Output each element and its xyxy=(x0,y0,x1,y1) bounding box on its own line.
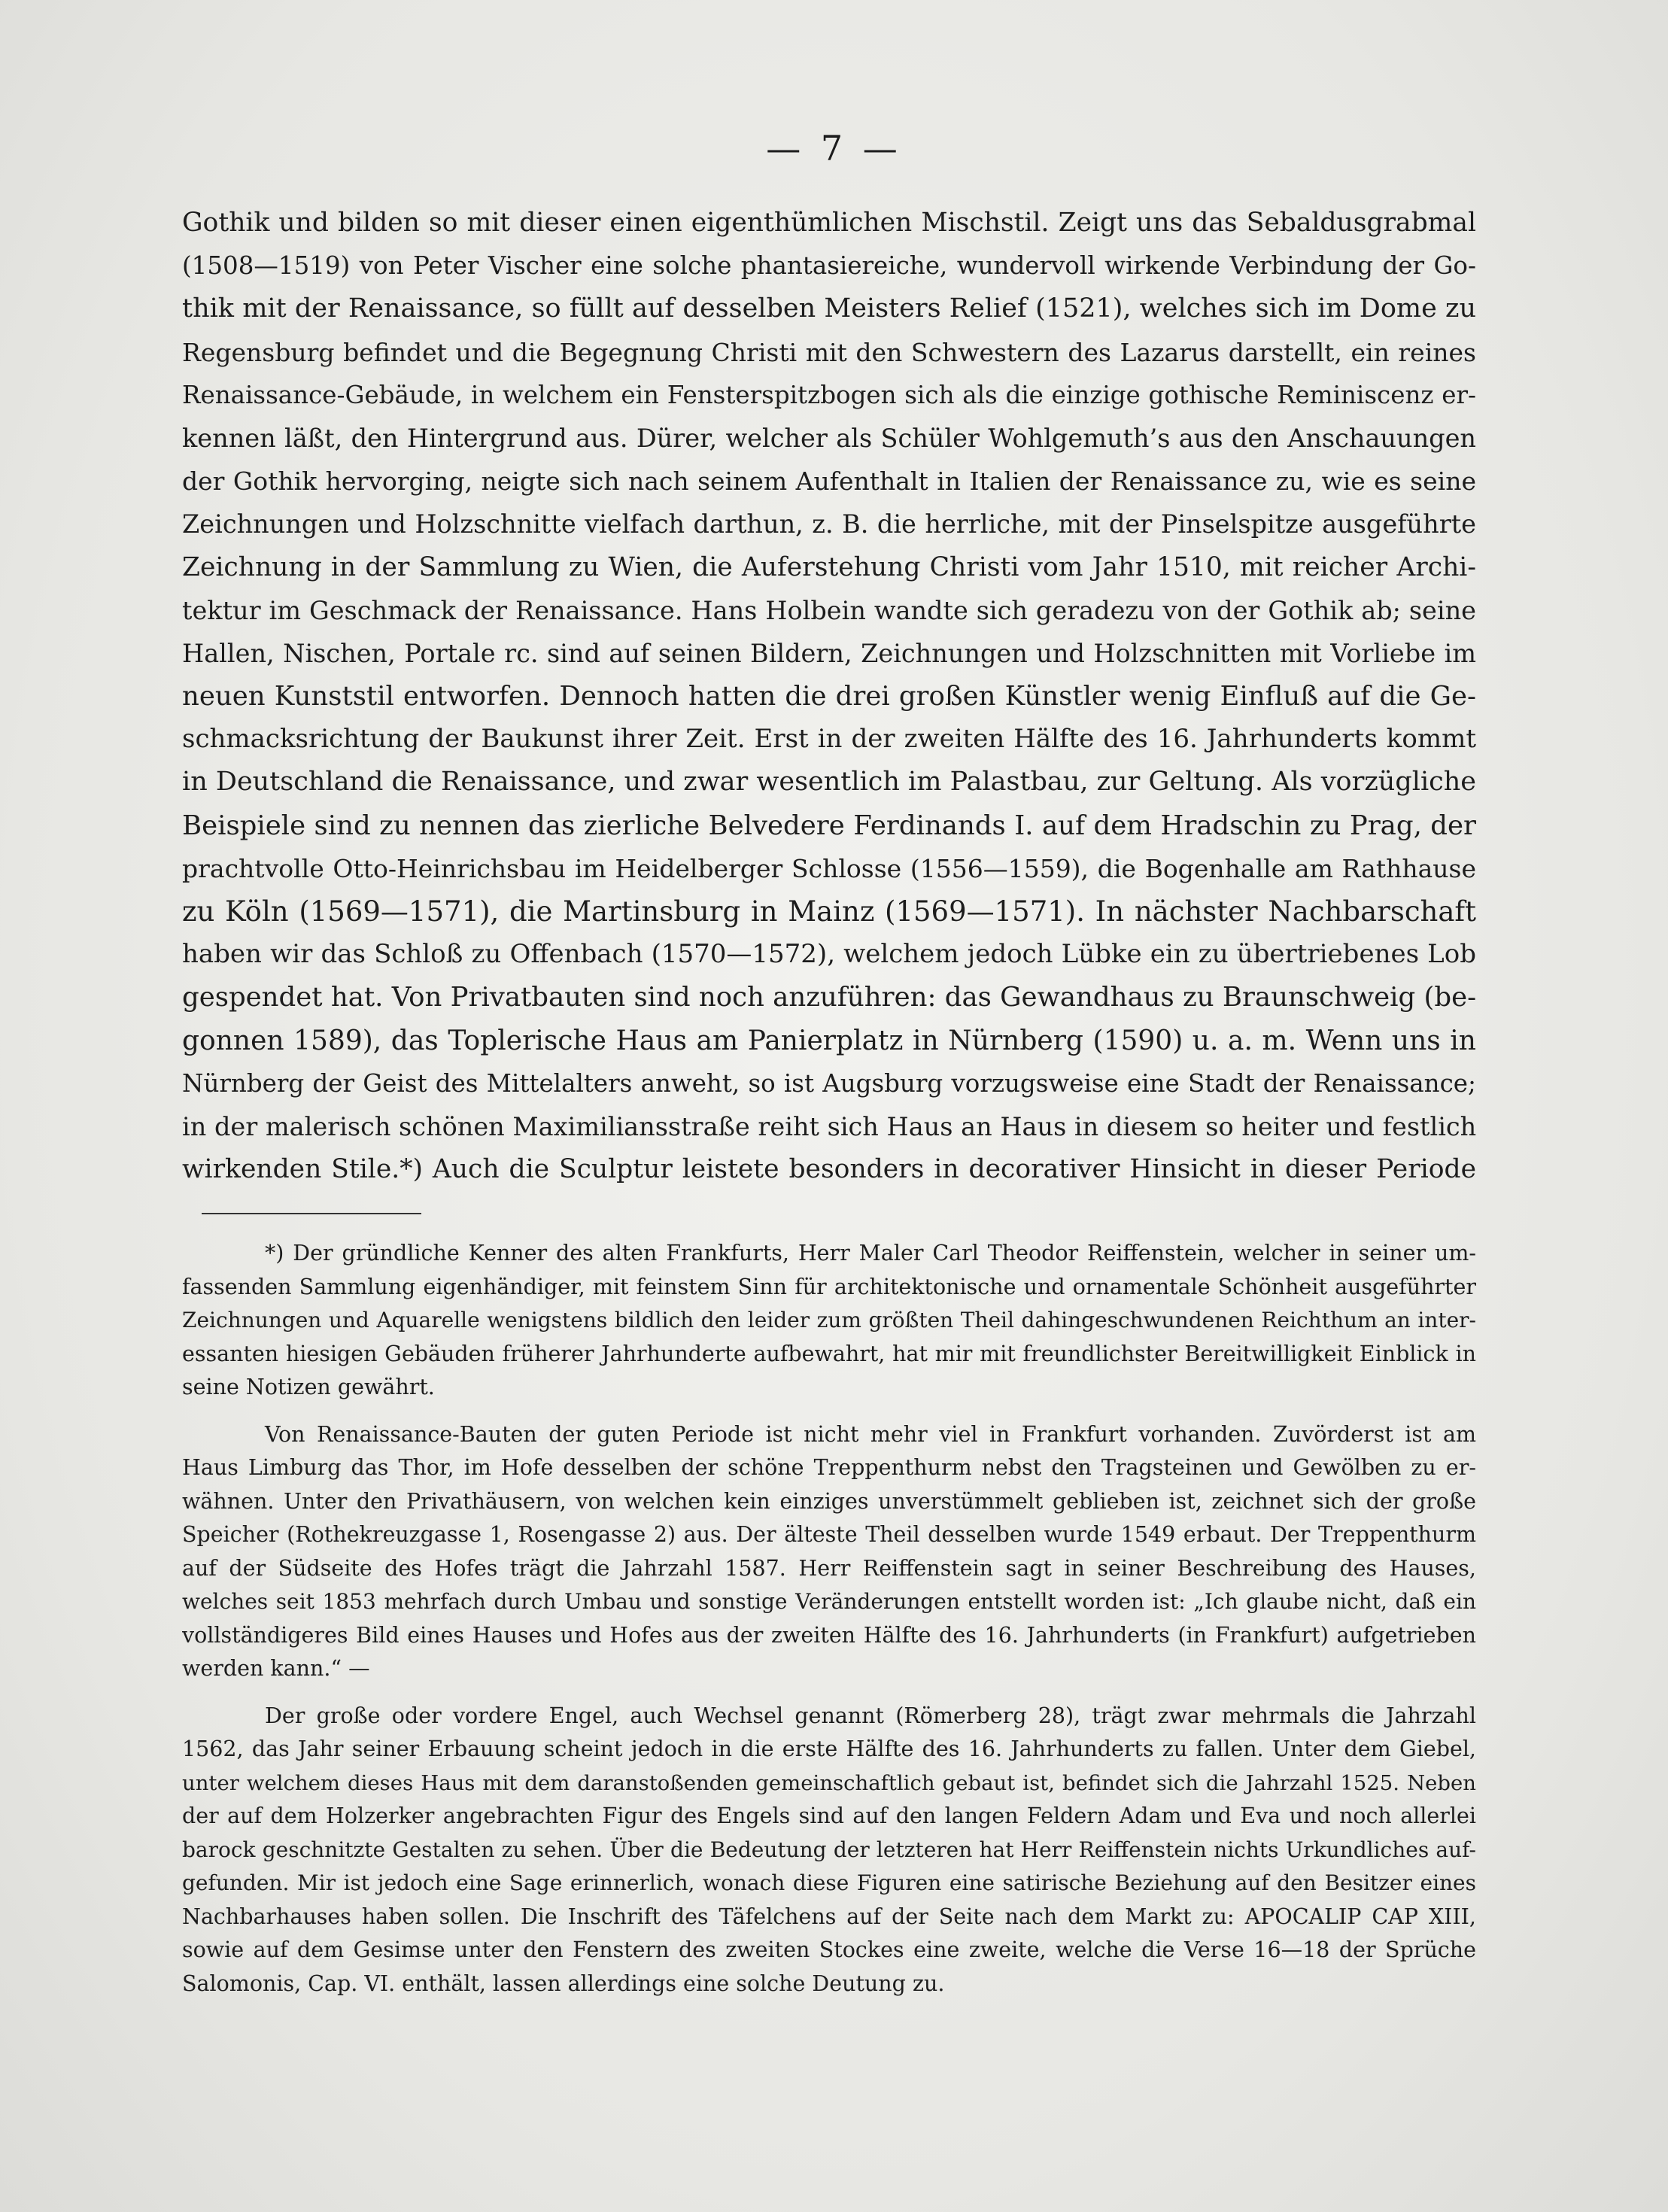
footnote-line: *) Der gründliche Kenner des alten Frankfurts, Herr Maler Carl Theodor Reiffenstein, welcher in seiner um- xyxy=(265,1241,1476,1266)
footnote-paragraph xyxy=(182,1418,1476,1686)
main-text-line: Zeichnung in der Sammlung zu Wien, die Auferstehung Christi vom Jahr 1510, mit reicher Archi- xyxy=(182,551,1476,582)
footnote-line: Haus Limburg das Thor, im Hofe desselben der schöne Treppenthurm nebst den Tragsteinen und Gewölben zu er- xyxy=(182,1455,1476,1480)
footnote-line: Der große oder vordere Engel, auch Wechsel genannt (Römerberg 28), trägt zwar mehrmals die Jahrzahl xyxy=(265,1703,1476,1728)
main-text-line: haben wir das Schloß zu Offenbach (1570—1572), welchem jedoch Lübke ein zu übertriebenes Lob xyxy=(182,939,1476,970)
footnote-line: barock geschnitzte Gestalten zu sehen. Über die Bedeutung der letzteren hat Herr Reiffenstein nichts Urkundliches auf- xyxy=(182,1837,1476,1862)
footnote-line: unter welchem dieses Haus mit dem daranstoßenden gemeinschaftlich gebaut ist, befindet sich die Jahrzahl 1525. Neben xyxy=(182,1770,1476,1795)
footnote-line: Von Renaissance-Bauten der guten Periode ist nicht mehr viel in Frankfurt vorhanden. Zuvörderst ist am xyxy=(265,1421,1476,1447)
main-text-line: neuen Kunststil entworfen. Dennoch hatten die drei großen Künstler wenig Einfluß auf die Ge- xyxy=(182,681,1476,713)
main-text-line: gonnen 1589), das Toplerische Haus am Panierplatz in Nürnberg (1590) u. a. m. Wenn uns in xyxy=(182,1025,1476,1056)
footnote-line: der auf dem Holzerker angebrachten Figur des Engels sind auf den langen Feldern Adam und Eva und noch allerlei xyxy=(182,1803,1476,1828)
page-number: — 7 — xyxy=(766,128,902,169)
footnote-line: Speicher (Rothekreuzgasse 1, Rosengasse 2) aus. Der älteste Theil desselben wurde 1549 erbaut. Der Treppenthurm xyxy=(182,1522,1476,1547)
footnote-paragraph xyxy=(182,1700,1476,2001)
footnote-line: wähnen. Unter den Privathäusern, von welchen kein einziges unverstümmelt geblieben ist, zeichnet sich der große xyxy=(182,1488,1476,1514)
main-text-line: tektur im Geschmack der Renaissance. Hans Holbein wandte sich geradezu von der Gothik ab; seine xyxy=(182,595,1476,625)
footnote-line: welches seit 1853 mehrfach durch Umbau und sonstige Veränderungen entstellt worden ist: „Ich glaube nicht, daß ein xyxy=(182,1589,1476,1614)
main-text-line: (1508—1519) von Peter Vischer eine solche phantasiereiche, wundervoll wirkende Verbindung der Go- xyxy=(182,251,1476,281)
footnote-line: fassenden Sammlung eigenhändiger, mit feinstem Sinn für architektonische und ornamentale Schönheit ausgeführter xyxy=(182,1274,1476,1299)
main-text-line: der Gothik hervorging, neigte sich nach seinem Aufenthalt in Italien der Renaissance zu, wie es seine xyxy=(182,466,1476,497)
main-text-line: Hallen, Nischen, Portale rc. sind auf seinen Bildern, Zeichnungen und Holzschnitten mit Vorliebe im xyxy=(182,638,1476,668)
main-text xyxy=(182,202,1476,1191)
footnote-line: Zeichnungen und Aquarelle wenigstens bildlich den leider zum größten Theil dahingeschwundenen Reichthum an inter- xyxy=(182,1308,1476,1332)
footnote-paragraph xyxy=(182,1237,1476,1405)
main-text-line: Beispiele sind zu nennen das zierliche Belvedere Ferdinands I. auf dem Hradschin zu Prag, der xyxy=(182,810,1476,841)
footnote-line: Nachbarhauses haben sollen. Die Inschrift des Täfelchens auf der Seite nach dem Markt zu: APOCALIP CAP XIII, xyxy=(182,1904,1476,1929)
footnote-line: sowie auf dem Gesimse unter den Fenstern des zweiten Stockes eine zweite, welche die Verse 16—18 der Sprüche xyxy=(182,1937,1476,1962)
main-text-line: in der malerisch schönen Maximiliansstraße reiht sich Haus an Haus in diesem so heiter und festlich xyxy=(182,1111,1476,1141)
main-text-line: Gothik und bilden so mit dieser einen eigenthümlichen Mischstil. Zeigt uns das Sebaldusgrabmal xyxy=(182,208,1476,238)
main-text-line: in Deutschland die Renaissance, und zwar wesentlich im Palastbau, zur Geltung. Als vorzügliche xyxy=(182,767,1476,798)
main-text-line: thik mit der Renaissance, so füllt auf desselben Meisters Relief (1521), welches sich im Dome zu xyxy=(182,293,1476,324)
main-text-line: Zeichnungen und Holzschnitte vielfach darthun, z. B. die herrliche, mit der Pinselspitze ausgeführte xyxy=(182,509,1476,539)
footnote-line: werden kann.“ — xyxy=(182,1656,370,1681)
main-text-line: Renaissance-Gebäude, in welchem ein Fensterspitzbogen sich als die einzige gothische Reminiscenz er- xyxy=(182,380,1476,409)
footnote-line: essanten hiesigen Gebäuden früherer Jahrhunderte aufbewahrt, hat mir mit freundlichster Bereitwilligkeit Einblick in xyxy=(182,1341,1476,1366)
main-text-line: kennen läßt, den Hintergrund aus. Dürer, welcher als Schüler Wohlgemuth’s aus den Anschauungen xyxy=(182,423,1476,453)
footnote-line: 1562, das Jahr seiner Erbauung scheint jedoch in die erste Hälfte des 16. Jahrhunderts zu fallen. Unter dem Giebel, xyxy=(182,1736,1476,1761)
main-text-line: schmacksrichtung der Baukunst ihrer Zeit. Erst in der zweiten Hälfte des 16. Jahrhunderts kommt xyxy=(182,724,1476,755)
footnote-line: auf der Südseite des Hofes trägt die Jahrzahl 1587. Herr Reiffenstein sagt in seiner Beschreibung des Hauses, xyxy=(182,1555,1476,1581)
footnote-separator xyxy=(202,1213,421,1214)
main-text-line: prachtvolle Otto-Heinrichsbau im Heidelberger Schlosse (1556—1559), die Bogenhalle am Rathhause xyxy=(182,853,1476,883)
footnotes xyxy=(182,1237,1476,2014)
footnote-line: gefunden. Mir ist jedoch eine Sage erinnerlich, wonach diese Figuren eine satirische Beziehung auf den Besitzer eines xyxy=(182,1870,1476,1895)
footnote-line: Salomonis, Cap. VI. enthält, lassen allerdings eine solche Deutung zu. xyxy=(182,1970,945,1996)
main-text-line: Nürnberg der Geist des Mittelalters anweht, so ist Augsburg vorzugsweise eine Stadt der Renaissance; xyxy=(182,1068,1476,1098)
main-text-line: zu Köln (1569—1571), die Martinsburg in Mainz (1569—1571). In nächster Nachbarschaft xyxy=(182,895,1476,928)
footnote-line: seine Notizen gewährt. xyxy=(182,1375,435,1399)
main-text-line: gespendet hat. Von Privatbauten sind noch anzuführen: das Gewandhaus zu Braunschweig (be- xyxy=(182,982,1476,1013)
main-text-line: Regensburg befindet und die Begegnung Christi mit den Schwestern des Lazarus darstellt, ein reines xyxy=(182,337,1476,367)
main-text-line: wirkenden Stile.*) Auch die Sculptur leistete besonders in decorativer Hinsicht in dieser Periode xyxy=(182,1154,1476,1185)
footnote-line: vollständigeres Bild eines Hauses und Hofes aus der zweiten Hälfte des 16. Jahrhunderts (in Frankfurt) aufgetrieben xyxy=(182,1622,1476,1648)
